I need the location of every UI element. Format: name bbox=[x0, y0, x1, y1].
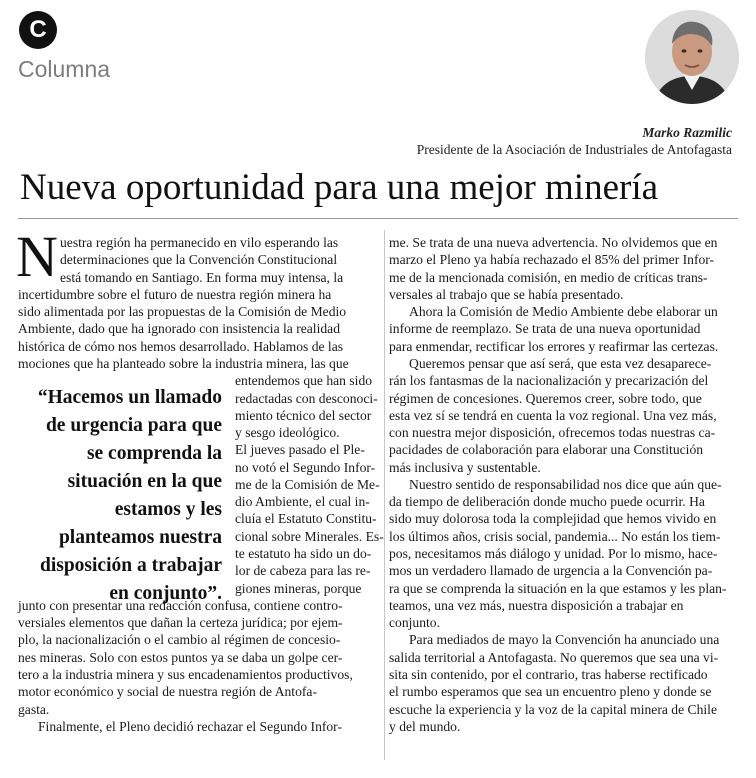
left-column-line: uestra región ha permanecido en vilo esperando las bbox=[60, 235, 339, 250]
section-label: Columna bbox=[18, 56, 111, 82]
pull-quote-line: disposición a trabajar bbox=[39, 555, 222, 576]
left-column-line: cluía el Estatuto Constitu- bbox=[235, 511, 377, 527]
left-column-line: lor de cabeza para las re- bbox=[235, 563, 371, 579]
pull-quote-line: se comprenda la bbox=[86, 443, 222, 464]
right-column-line: rán los fantasmas de la nacionalización y precarización del bbox=[389, 373, 709, 389]
left-column-line: cional sobre Minerales. Es- bbox=[235, 528, 384, 544]
right-column-line: teamos, una vez más, nuestra disposición a trabajar en bbox=[389, 597, 684, 613]
right-column-line: y del mundo. bbox=[389, 718, 461, 734]
right-column-line: con nuestra mejor disposición, ofrecemos todas nuestras ca- bbox=[389, 425, 716, 441]
right-column-line: para enmendar, rectificar los errores y reafirmar las certezas. bbox=[389, 338, 719, 354]
left-column-line: mociones que ha planteado sobre la industria minera, las que bbox=[18, 355, 349, 371]
pull-quote-line: planteamos nuestra bbox=[58, 527, 222, 548]
left-column-line: giones mineras, porque bbox=[235, 580, 362, 596]
right-column-line: conjunto. bbox=[389, 615, 440, 631]
left-column-line: determinaciones que la Convención Constitucional bbox=[60, 252, 338, 268]
left-column-line: redactadas con desconoci- bbox=[235, 390, 378, 406]
left-column-line: nes mineras. Solo con estos puntos ya se daba un golpe cer- bbox=[18, 649, 343, 665]
author-name: Marko Razmilic bbox=[642, 125, 732, 140]
left-column-line: me de la Comisión de Me- bbox=[235, 476, 380, 492]
right-column-line: esta vez sí se tendrá en cuenta la voz regional. Una vez más, bbox=[389, 407, 717, 423]
left-column-line: está tomando en Santiago. En forma muy intensa, la bbox=[60, 269, 344, 285]
right-column-line: Ahora la Comisión de Medio Ambiente debe elaborar un bbox=[409, 304, 718, 320]
left-column-line: sido alimentada por las propuestas de la Comisión de Medio bbox=[18, 304, 347, 320]
left-column-line: Ambiente, dado que ha ignorado con insistencia la realidad bbox=[18, 321, 340, 337]
right-column-line: Para mediados de mayo la Convención ha anunciado una bbox=[409, 632, 720, 648]
drop-cap: N bbox=[16, 224, 58, 289]
right-column-line: sita sin contenido, por el contrario, tras haberse rectificado bbox=[389, 667, 708, 682]
left-column-line: Finalmente, el Pleno decidió rechazar el Segundo Infor- bbox=[38, 718, 342, 734]
left-column-line: junto con presentar una redacción confusa, contiene contro- bbox=[18, 597, 343, 613]
right-column-line: pos, necesitamos más diálogo y unidad. Por lo mismo, hace- bbox=[389, 546, 718, 562]
right-column-line: pacidades de colaboración para elaborar una Constitución bbox=[389, 442, 704, 458]
left-column-line: miento técnico del sector bbox=[235, 407, 372, 423]
column-divider bbox=[384, 230, 385, 760]
left-column-line: motor económico y social de nuestra región de Antofa- bbox=[18, 684, 317, 700]
author-role: Presidente de la Asociación de Industriales de Antofagasta bbox=[416, 142, 732, 157]
left-column-line: y sesgo ideológico. bbox=[235, 425, 340, 441]
pull-quote-line: de urgencia para que bbox=[45, 415, 222, 436]
right-column-line: mos un verdadero llamado de urgencia a la Convención pa- bbox=[389, 563, 713, 579]
left-column-line: entendemos que han sido bbox=[235, 373, 373, 389]
title-rule bbox=[18, 218, 738, 219]
left-column-line: dio Ambiente, el cual in- bbox=[235, 494, 370, 510]
right-column-line: Nuestro sentido de responsabilidad nos dice que aún que- bbox=[409, 476, 722, 492]
left-column-line: te estatuto ha sido un do- bbox=[235, 546, 372, 562]
right-column-line: más inclusiva y sustentable. bbox=[389, 459, 541, 475]
right-column-line: me de la mencionada comisión, en medio de críticas trans- bbox=[389, 269, 708, 285]
left-column-line: versiales elementos que dañan la certeza jurídica; por ejem- bbox=[18, 615, 343, 631]
portrait-photo-icon bbox=[645, 10, 739, 104]
right-column-line: marzo el Pleno ya había rechazado el 85% del primer Infor- bbox=[389, 252, 715, 268]
pull-quote-line: “Hacemos un llamado bbox=[37, 387, 222, 408]
right-column-line: el rumbo esperamos que sea un encuentro pleno y donde se bbox=[389, 684, 712, 700]
right-column-line: los últimos años, crisis social, pandemia... No están los tiem- bbox=[389, 528, 721, 544]
pull-quote-line: estamos y les bbox=[114, 499, 222, 520]
pull-quote-line: situación en la que bbox=[67, 471, 222, 492]
left-column-line: gasta. bbox=[18, 701, 50, 717]
article-title: Nueva oportunidad para una mejor minería bbox=[20, 167, 659, 208]
section-badge: C bbox=[19, 11, 57, 49]
right-column-line: informe de reemplazo. Se trata de una nueva oportunidad bbox=[389, 321, 701, 337]
right-column-line: Queremos pensar que así será, que esta vez desaparece- bbox=[409, 355, 712, 371]
left-column-line: no votó el Segundo Infor- bbox=[235, 459, 376, 475]
left-column-line: tero a la industria minera y sus encadenamientos productivos, bbox=[18, 667, 353, 682]
left-column-line: incertidumbre sobre el futuro de nuestra región minera ha bbox=[18, 286, 332, 302]
left-column-line: histórica de cómo nos hemos desarrollado. Hablamos de las bbox=[18, 338, 344, 354]
right-column-line: salida territorial a Antofagasta. No queremos que sea una vi- bbox=[389, 649, 719, 665]
left-column-line: plo, la nacionalización o el cambio al régimen de concesio- bbox=[18, 632, 341, 648]
pull-quote-line: en conjunto”. bbox=[109, 583, 222, 604]
right-column-line: escuche la experiencia y la voz de la capital minera de Chile bbox=[389, 701, 717, 717]
right-column-line: me. Se trata de una nueva advertencia. No olvidemos que en bbox=[389, 235, 718, 250]
right-column-line: sido muy dolorosa toda la complejidad que hemos vivido en bbox=[389, 511, 717, 527]
right-column-line: ra que se comprenda la situación en la que estamos y les plan- bbox=[389, 580, 727, 596]
right-column-line: versales al trabajo que se había presentado. bbox=[389, 286, 624, 302]
right-column-line: da tiempo de deliberación donde mucho puede ocurrir. Ha bbox=[389, 494, 705, 510]
right-column-line: régimen de concesiones. Queremos creer, sobre todo, que bbox=[389, 390, 702, 406]
left-column-line: El jueves pasado el Ple- bbox=[235, 442, 365, 458]
author-portrait bbox=[645, 10, 739, 104]
